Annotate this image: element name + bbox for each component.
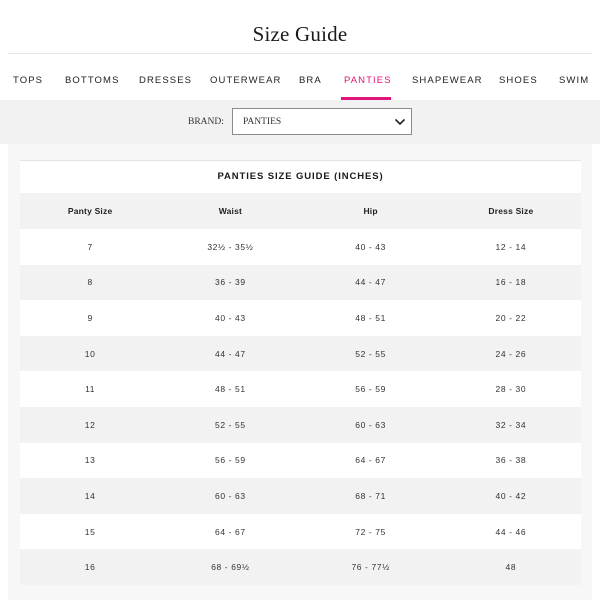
- cell-panty-size: 11: [85, 384, 96, 395]
- cell-hip: 64 - 67: [355, 455, 386, 466]
- category-tabs: [0, 62, 600, 100]
- cell-hip: 68 - 71: [301, 478, 441, 514]
- cell-waist: 32½ - 35½: [207, 241, 254, 252]
- size-table: [20, 193, 581, 585]
- cell-panty-size: 10: [20, 336, 160, 372]
- cell-dress-size: 20 - 22: [495, 312, 527, 323]
- tab-panties[interactable]: PANTIES: [344, 75, 392, 86]
- tab-shapewear[interactable]: SHAPEWEAR: [412, 75, 483, 86]
- tab-bra[interactable]: BRA: [299, 75, 322, 86]
- cell-waist: 44 - 47: [160, 336, 300, 372]
- cell-waist: 56 - 59: [215, 455, 246, 466]
- table-header-row: [20, 193, 581, 229]
- table-row: [20, 371, 581, 407]
- table-row: [20, 265, 581, 301]
- cell-hip: 60 - 63: [301, 407, 441, 443]
- cell-panty-size: 9: [87, 312, 93, 323]
- header-hip: Hip: [301, 193, 441, 229]
- cell-waist: 64 - 67: [215, 526, 246, 537]
- cell-dress-size: 28 - 30: [495, 384, 527, 395]
- cell-waist: 60 - 63: [160, 478, 300, 514]
- tab-dresses[interactable]: DRESSES: [139, 75, 193, 86]
- cell-waist: 40 - 43: [215, 312, 246, 323]
- size-guide-title: PANTIES SIZE GUIDE (INCHES): [217, 171, 384, 182]
- cell-hip: 44 - 47: [301, 265, 441, 301]
- header-panty-size: Panty Size: [20, 193, 160, 229]
- cell-panty-size: 8: [20, 265, 160, 301]
- cell-panty-size: 13: [84, 455, 96, 466]
- cell-hip: 48 - 51: [355, 312, 386, 323]
- cell-waist: 48 - 51: [215, 384, 246, 395]
- cell-waist: 52 - 55: [160, 407, 300, 443]
- cell-panty-size: 12: [20, 407, 160, 443]
- header-dress-size: Dress Size: [441, 193, 581, 229]
- header-waist: Waist: [160, 193, 300, 229]
- tab-bottoms[interactable]: BOTTOMS: [65, 75, 120, 86]
- brand-label: BRAND:: [188, 117, 224, 127]
- cell-panty-size: 16: [20, 549, 160, 585]
- cell-hip: 72 - 75: [355, 526, 386, 537]
- table-row: [20, 229, 581, 265]
- cell-dress-size: 36 - 38: [495, 455, 527, 466]
- table-row: [20, 549, 581, 585]
- cell-dress-size: 40 - 42: [441, 478, 581, 514]
- cell-waist: 36 - 39: [160, 265, 300, 301]
- cell-dress-size: 32 - 34: [441, 407, 581, 443]
- tab-shoes[interactable]: SHOES: [499, 75, 538, 86]
- table-row: [20, 407, 581, 443]
- cell-dress-size: 24 - 26: [441, 336, 581, 372]
- cell-hip: 52 - 55: [301, 336, 441, 372]
- cell-panty-size: 14: [20, 478, 160, 514]
- table-row: [20, 478, 581, 514]
- size-guide-card: [20, 160, 581, 585]
- tab-tops[interactable]: TOPS: [13, 75, 44, 86]
- cell-dress-size: 16 - 18: [441, 265, 581, 301]
- cell-waist: 68 - 69½: [160, 549, 300, 585]
- brand-select[interactable]: [232, 108, 412, 135]
- header: [8, 0, 592, 54]
- cell-panty-size: 15: [84, 526, 96, 537]
- page-title: Size Guide: [252, 22, 348, 46]
- cell-dress-size: 12 - 14: [495, 241, 527, 252]
- table-row: [20, 514, 581, 550]
- chevron-down-icon: [394, 116, 406, 128]
- cell-hip: 56 - 59: [355, 384, 386, 395]
- cell-panty-size: 7: [87, 241, 93, 252]
- table-row: [20, 300, 581, 336]
- brand-select-value: PANTIES: [243, 117, 282, 127]
- cell-dress-size: 48: [441, 549, 581, 585]
- tab-outerwear[interactable]: OUTERWEAR: [210, 75, 282, 86]
- tab-swim[interactable]: SWIM: [559, 75, 590, 86]
- table-row: [20, 336, 581, 372]
- cell-dress-size: 44 - 46: [495, 526, 527, 537]
- cell-hip: 76 - 77½: [301, 549, 441, 585]
- brand-filter-bar: [0, 100, 600, 144]
- table-row: [20, 443, 581, 479]
- cell-hip: 40 - 43: [355, 241, 386, 252]
